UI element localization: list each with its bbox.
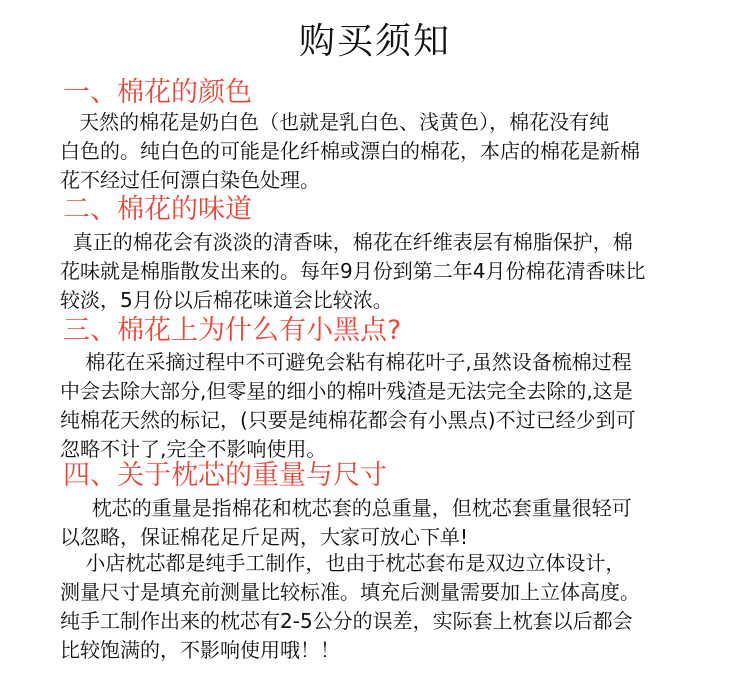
text-line: 棉花在采摘过程中不可避免会粘有棉花叶子,虽然设备梳棉过程: [60, 350, 632, 374]
text-line: 以忽略，保证棉花足斤足两，大家可放心下单!: [60, 525, 469, 549]
text-line: 测量尺寸是填充前测量比较标准。填充后测量需要加上立体高度。: [60, 580, 640, 604]
page-title: 购买须知: [298, 21, 451, 62]
text-line: 花味就是棉脂散发出来的。每年9月份到第二年4月份棉花清香味比: [60, 259, 646, 283]
section-heading-weight-size: 四、关于枕芯的重量与尺寸: [63, 460, 387, 491]
section-heading-color: 一、棉花的颜色: [63, 77, 252, 108]
section-body-smell: [60, 228, 700, 315]
section-body-weight-size-2: [60, 549, 700, 665]
text-line: 较淡，5月份以后棉花味道会比较浓。: [60, 288, 393, 312]
text-line: 小店枕芯都是纯手工制作，也由于枕芯套布是双边立体设计，: [60, 551, 626, 575]
text-line: 纯手工制作出来的枕芯有2-5公分的误差，实际套上枕套以后都会: [60, 609, 633, 633]
text-line: 花不经过任何漂白染色处理。: [60, 168, 320, 192]
text-line: 纯棉花天然的标记，(只要是纯棉花都会有小黑点)不过已经少到可: [60, 408, 636, 432]
text-line: 白色的。纯白色的可能是化纤棉或漂白的棉花，本店的棉花是新棉: [60, 139, 640, 163]
text-line: 中会去除大部分,但零星的细小的棉叶残渣是无法完全去除的,这是: [60, 379, 633, 403]
section-heading-smell: 二、棉花的味道: [63, 194, 252, 225]
section-body-weight-size-1: [60, 494, 700, 552]
text-line: 枕芯的重量是指棉花和枕芯套的总重量，但枕芯套重量很轻可: [60, 496, 632, 520]
section-body-color: [60, 108, 700, 195]
text-line: 真正的棉花会有淡淡的清香味，棉花在纤维表层有棉脂保护，棉: [60, 230, 633, 254]
section-heading-black-dots: 三、棉花上为什么有小黑点?: [63, 315, 402, 346]
text-line: 比较饱满的，不影响使用哦！！: [60, 638, 340, 662]
text-line: 天然的棉花是奶白色（也就是乳白色、浅黄色），棉花没有纯: [60, 110, 610, 134]
text-line: 忽略不计了,完全不影响使用。: [60, 437, 327, 461]
section-body-black-dots: [60, 348, 700, 464]
